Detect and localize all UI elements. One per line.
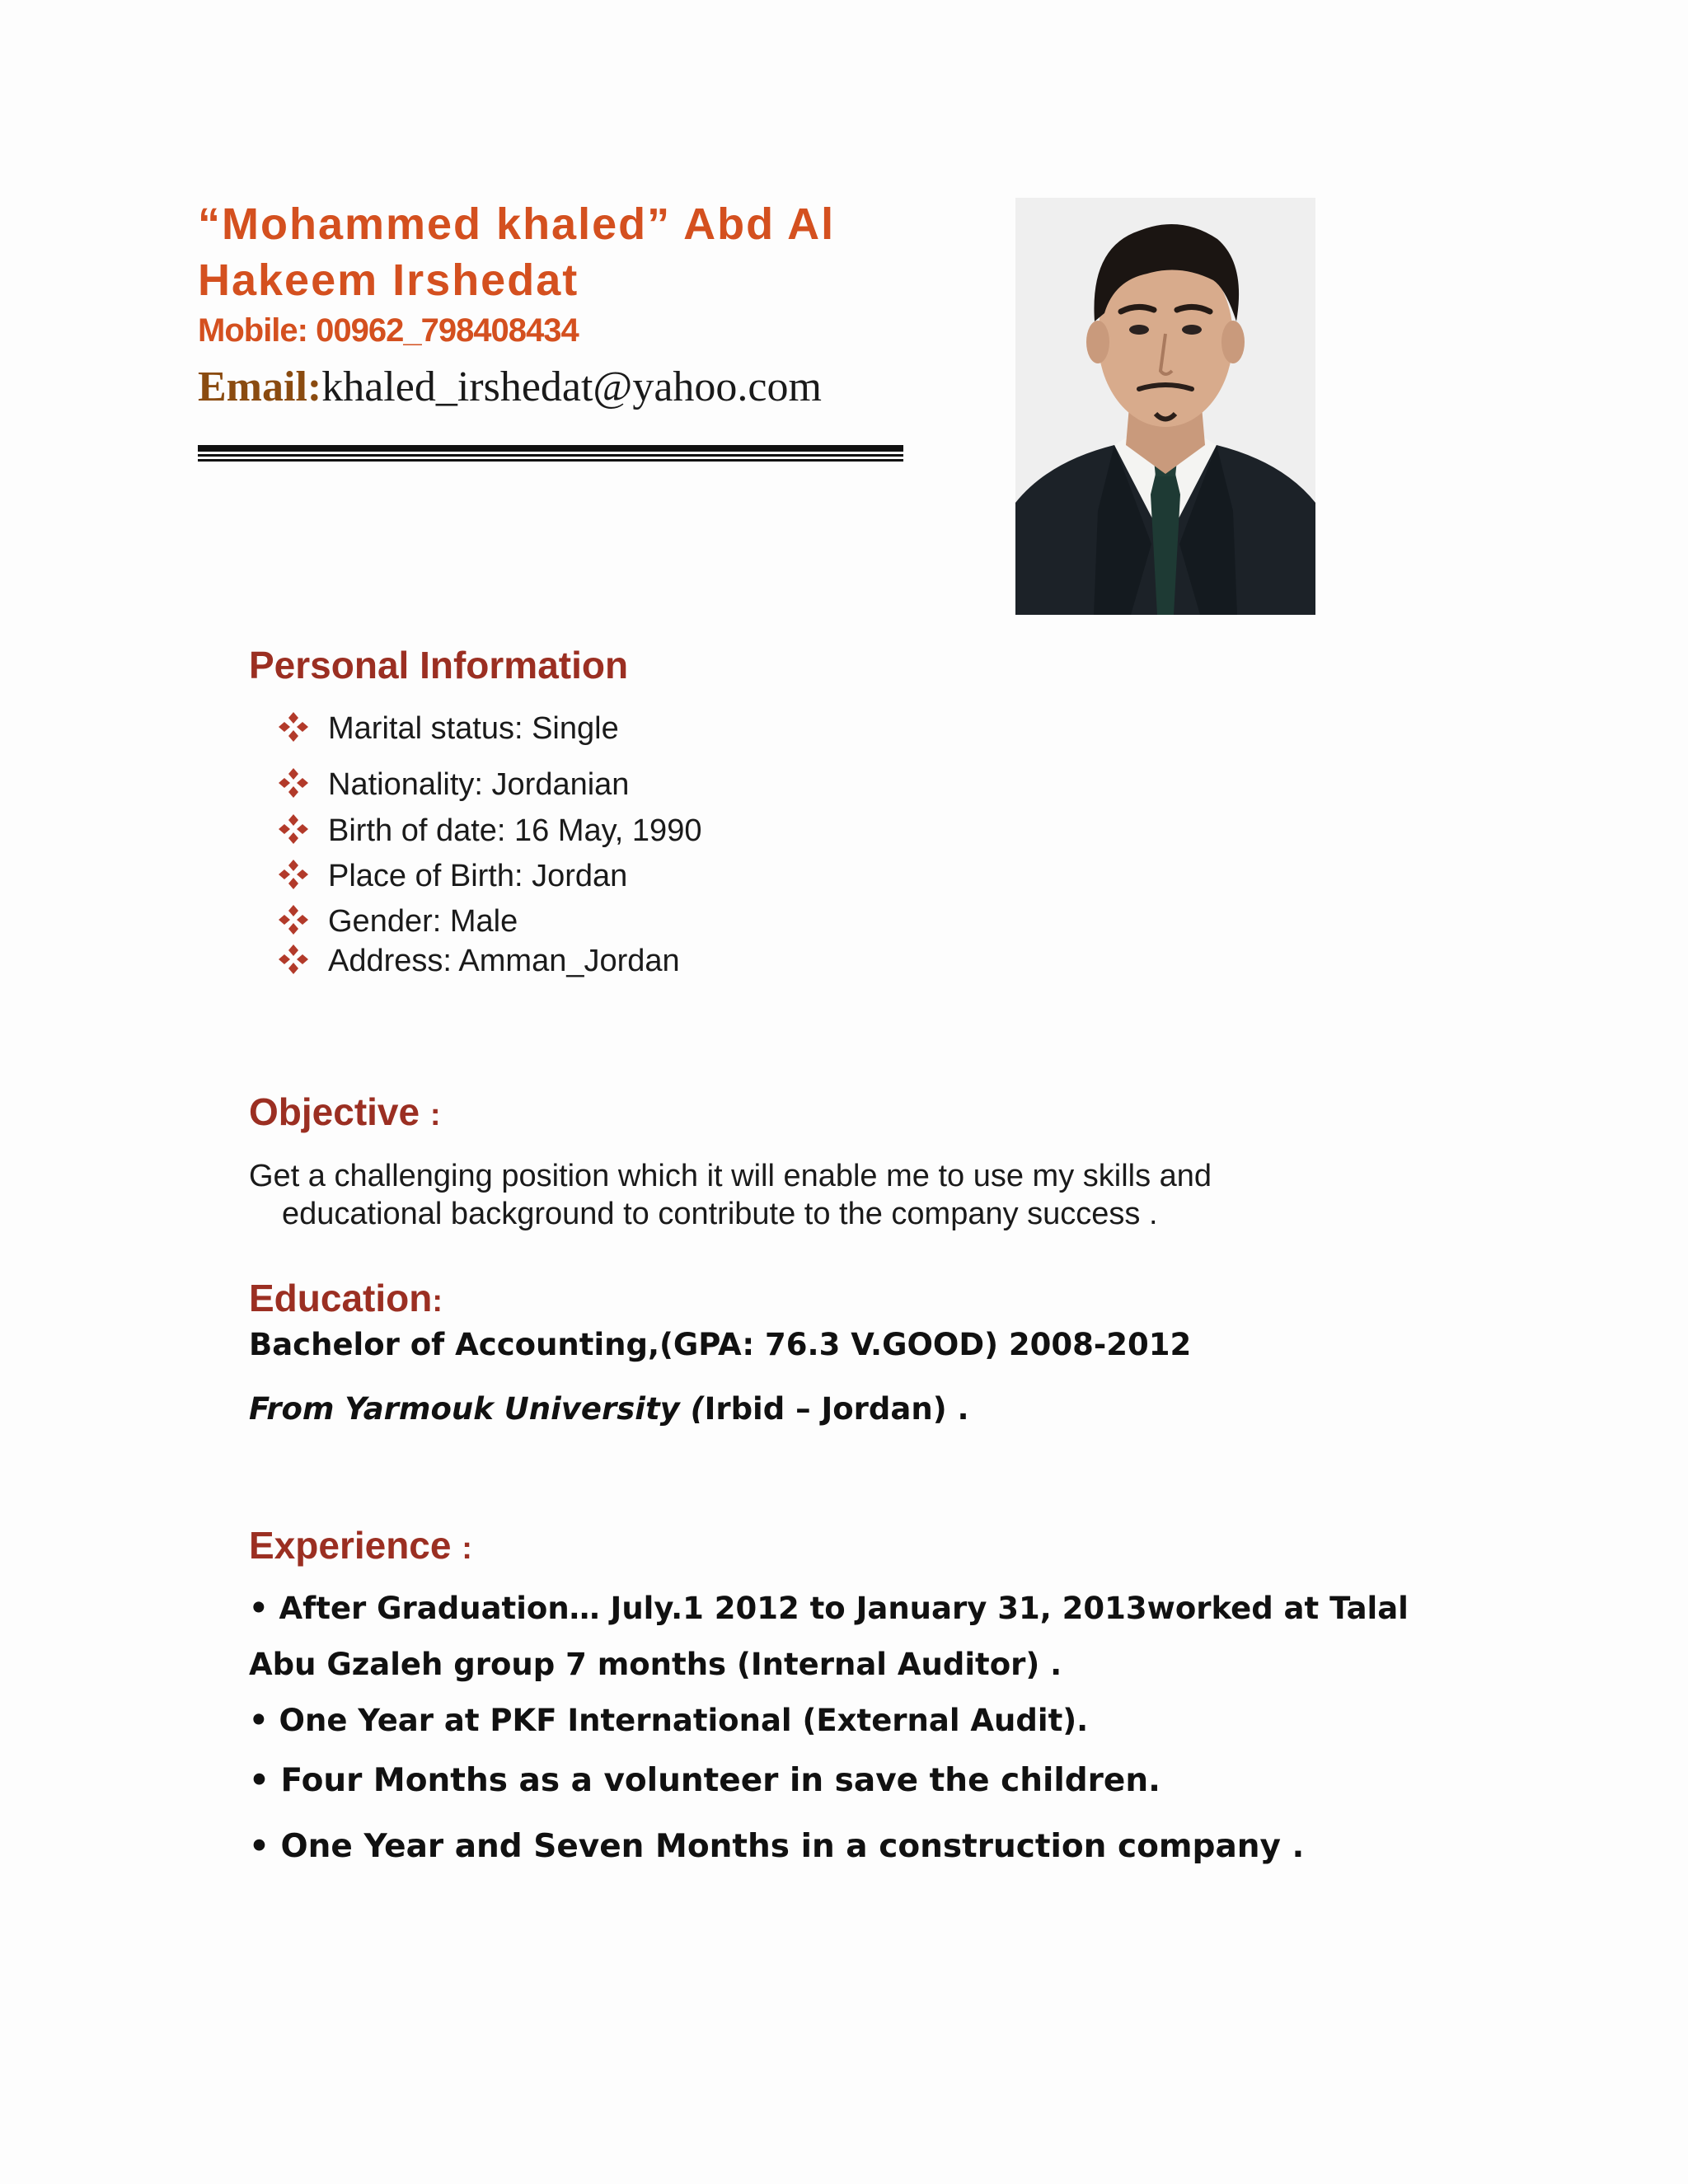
experience-item-4: • One Year and Seven Months in a construction company .	[249, 1828, 1305, 1865]
marital-status: Marital status: Single	[328, 711, 619, 746]
diamond-bullet-icon	[277, 766, 310, 799]
birth-date: Birth of date: 16 May, 1990	[328, 813, 702, 848]
education-heading	[249, 1276, 443, 1320]
diamond-bullet-icon	[277, 903, 310, 936]
experience-heading	[249, 1523, 472, 1568]
education-degree: Bachelor of Accounting,(GPA: 76.3 V.GOOD) 2008-2012	[249, 1327, 1192, 1362]
experience-item-1-cont: Abu Gzaleh group 7 months (Internal Auditor) .	[249, 1647, 1062, 1682]
place-of-birth: Place of Birth: Jordan	[328, 859, 628, 893]
email-address: khaled_irshedat@yahoo.com	[321, 363, 822, 410]
objective-heading-colon: :	[429, 1098, 441, 1132]
candidate-name-line1: “Mohammed khaled” Abd Al	[198, 199, 836, 249]
experience-item-3: • Four Months as a volunteer in save the children.	[249, 1762, 1160, 1799]
experience-item-2: • One Year at PKF International (External Audit).	[249, 1703, 1089, 1738]
objective-line2: educational background to contribute to the company success .	[282, 1197, 1158, 1231]
list-item	[277, 813, 701, 849]
education-heading-colon: :	[432, 1284, 443, 1319]
experience-heading-colon: :	[462, 1531, 472, 1566]
diamond-bullet-icon	[277, 710, 310, 743]
list-item	[277, 903, 518, 940]
diamond-bullet-icon	[277, 858, 310, 891]
university-location: Irbid – Jordan) .	[704, 1391, 969, 1427]
objective-heading-label: Objective	[249, 1090, 420, 1133]
experience-item-1: • After Graduation… July.1 2012 to January 31, 2013worked at Talal	[249, 1591, 1409, 1626]
objective-text	[249, 1157, 1320, 1233]
nationality: Nationality: Jordanian	[328, 767, 630, 802]
university-name: From Yarmouk University (	[249, 1391, 705, 1427]
address: Address: Amman_Jordan	[328, 944, 680, 978]
diamond-bullet-icon	[277, 943, 310, 976]
personal-info-heading: Personal Information	[249, 644, 629, 687]
profile-photo	[1015, 198, 1315, 615]
gender: Gender: Male	[328, 904, 518, 939]
objective-line1: Get a challenging position which it will enable me to use my skills and	[249, 1159, 1212, 1193]
header-divider	[198, 445, 903, 462]
candidate-name-line2: Hakeem Irshedat	[198, 255, 579, 305]
education-university	[249, 1391, 969, 1427]
email-line	[198, 363, 940, 412]
education-heading-label: Education	[249, 1277, 433, 1319]
list-item	[277, 766, 629, 803]
mobile-number: Mobile: 00962_798408434	[198, 312, 579, 349]
list-item	[277, 943, 680, 979]
list-item	[277, 710, 619, 747]
diamond-bullet-icon	[277, 813, 310, 846]
list-item	[277, 858, 627, 894]
objective-heading	[249, 1090, 441, 1134]
resume-header	[198, 196, 940, 412]
experience-heading-label: Experience	[249, 1524, 452, 1567]
email-label: Email:	[198, 363, 322, 410]
